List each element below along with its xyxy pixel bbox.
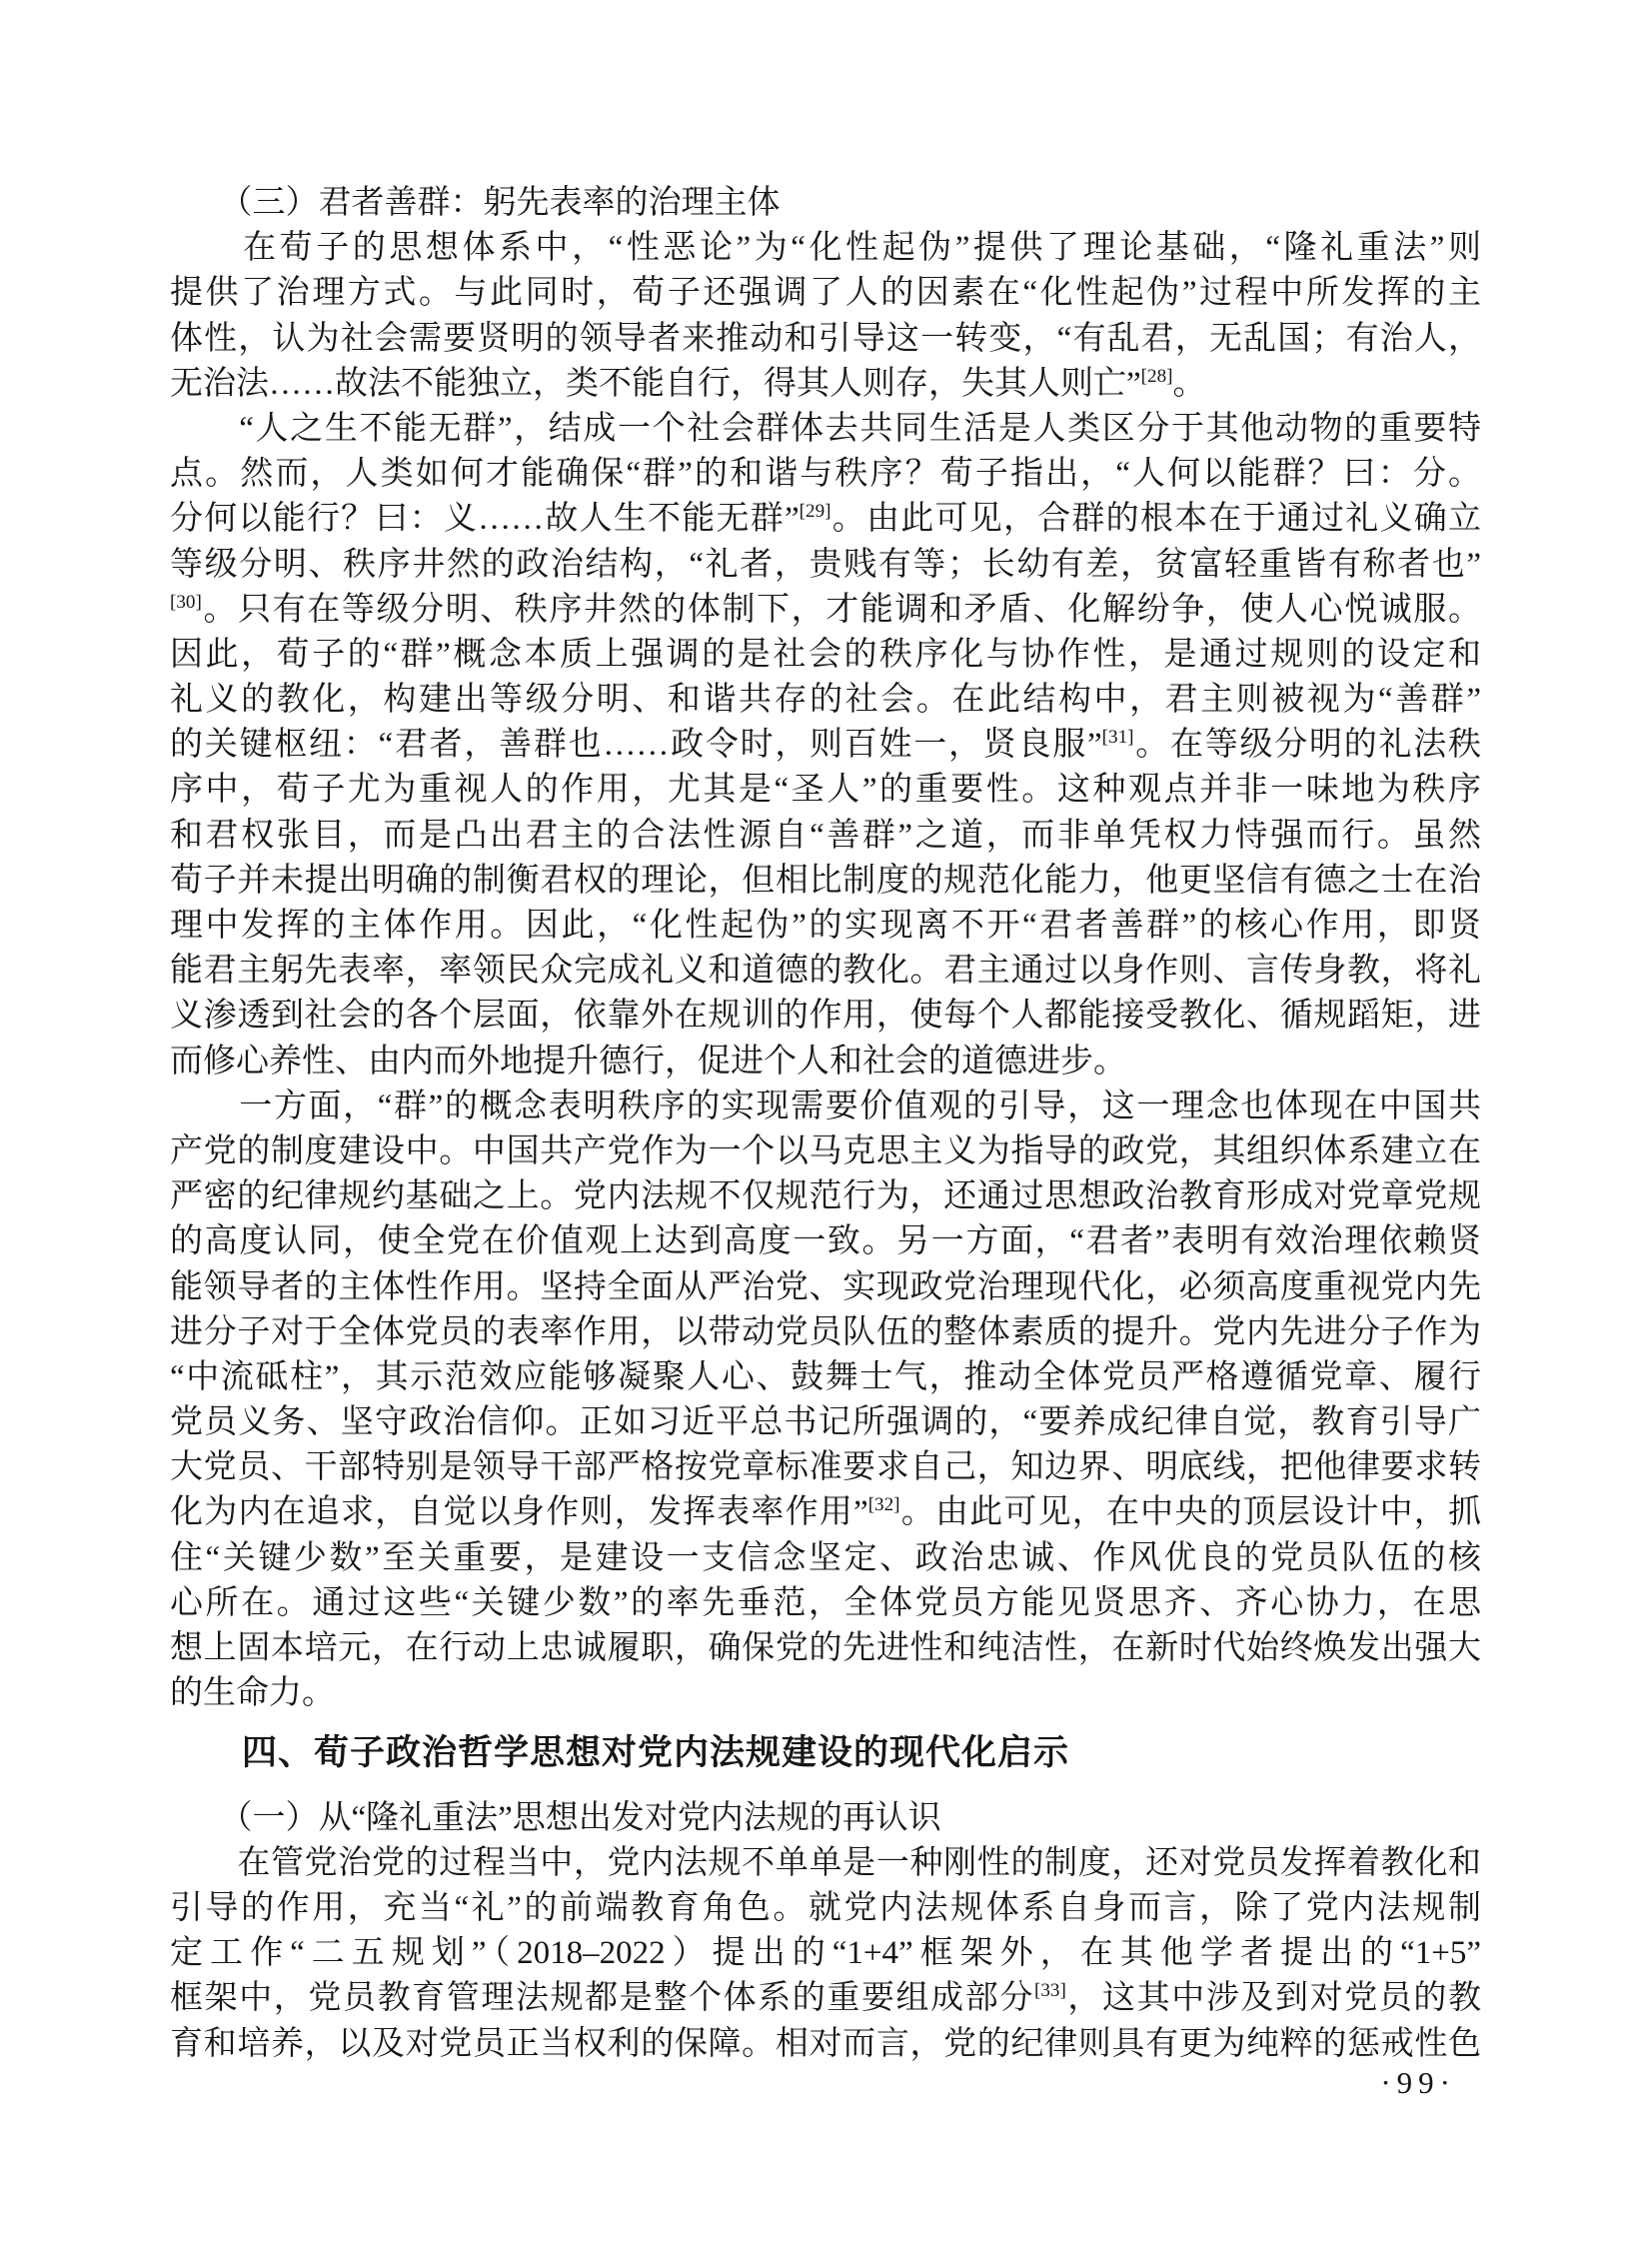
subsection-heading: （一）从“隆礼重法”思想出发对党内法规的再认识 — [170, 1799, 941, 1836]
text-line: 在荀子的思想体系中，“性恶论”为“化性起伪”提供了理论基础，“隆礼重法”则 — [170, 230, 1481, 267]
text-line: 理中发挥的主体作用。因此，“化性起伪”的实现离不开“君者善群”的核心作用，即贤 — [170, 908, 1481, 944]
text-line: 严密的纪律规约基础之上。党内法规不仅规范行为，还通过思想政治教育形成对党章党规 — [170, 1178, 1481, 1215]
text-line: 想上固本培元，在行动上忠诚履职，确保党的先进性和纯洁性，在新时代始终焕发出强大 — [170, 1630, 1481, 1666]
text-line: 序中，荀子尤为重视人的作用，尤其是“圣人”的重要性。这种观点并非一味地为秩序 — [170, 772, 1481, 809]
text-line: 能君主躬先表率，率领民众完成礼义和道德的教化。君主通过以身作则、言传身教，将礼 — [170, 953, 1481, 990]
text-line: 点。然而，人类如何才能确保“群”的和谐与秩序？荀子指出，“人何以能群？曰：分。 — [170, 456, 1481, 493]
text-line: 礼义的教化，构建出等级分明、和谐共存的社会。在此结构中，君主则被视为“善群” — [170, 682, 1481, 719]
text-line: 提供了治理方式。与此同时，荀子还强调了人的因素在“化性起伪”过程中所发挥的主 — [170, 275, 1481, 312]
text-line: 产党的制度建设中。中国共产党作为一个以马克思主义为指导的政党，其组织体系建立在 — [170, 1132, 1481, 1169]
text-line: 的生命力。 — [170, 1675, 335, 1712]
citation-ref: [32] — [867, 1494, 900, 1516]
article-body — [170, 181, 1481, 2067]
page-number: ·99· — [1380, 2065, 1456, 2100]
text-line: 能领导者的主体性作用。坚持全面从严治党、实现政党治理现代化，必须高度重视党内先 — [170, 1268, 1481, 1305]
text-line: 育和培养，以及对党员正当权利的保障。相对而言，党的纪律则具有更为纯粹的惩戒性色 — [170, 2025, 1481, 2062]
text-line: 化为内在追求，自觉以身作则，发挥表率作用”[32]。由此可见，在中央的顶层设计中，抓 — [170, 1494, 1481, 1531]
text-line: 住“关键少数”至关重要，是建设一支信念坚定、政治忠诚、作风优良的党员队伍的核 — [170, 1539, 1481, 1576]
text-line: 无治法……故法不能独立，类不能自行，得其人则存，失其人则亡”[28]。 — [170, 365, 1206, 402]
text-line: 在管党治党的过程当中，党内法规不单单是一种刚性的制度，还对党员发挥着教化和 — [170, 1844, 1481, 1881]
text-line: 义渗透到社会的各个层面，依靠外在规训的作用，使每个人都能接受教化、循规蹈矩，进 — [170, 998, 1481, 1035]
text-line: 分何以能行？曰：义……故人生不能无群”[29]。由此可见，合群的根本在于通过礼义确立 — [170, 501, 1482, 538]
text-line: 因此，荀子的“群”概念本质上强调的是社会的秩序化与协作性，是通过规则的设定和 — [170, 636, 1481, 673]
text-line: 等级分明、秩序井然的政治结构，“礼者，贵贱有等；长幼有差，贫富轻重皆有称者也” — [170, 546, 1481, 583]
text-line: 的关键枢纽：“君者，善群也……政令时，则百姓一，贤良服”[31]。在等级分明的礼法秩 — [170, 727, 1481, 764]
text-line: [30]。只有在等级分明、秩序井然的体制下，才能调和矛盾、化解纷争，使人心悦诚服。 — [170, 591, 1481, 628]
citation-ref: [31] — [1101, 727, 1134, 749]
section-heading: 四、荀子政治哲学思想对党内法规建设的现代化启示 — [170, 1733, 1070, 1773]
text-line: 进分子对于全体党员的表率作用，以带动党员队伍的整体素质的提升。党内先进分子作为 — [170, 1313, 1481, 1350]
text-line: “中流砥柱”，其示范效应能够凝聚人心、鼓舞士气，推动全体党员严格遵循党章、履行 — [170, 1358, 1481, 1395]
text-line: 大党员、干部特别是领导干部严格按党章标准要求自己，知边界、明底线，把他律要求转 — [170, 1449, 1481, 1486]
text-line: 心所在。通过这些“关键少数”的率先垂范，全体党员方能见贤思齐、齐心协力，在思 — [170, 1584, 1481, 1621]
subsection-heading: （三）君者善群：躬先表率的治理主体 — [170, 185, 781, 221]
text-line: 的高度认同，使全党在价值观上达到高度一致。另一方面，“君者”表明有效治理依赖贤 — [170, 1223, 1481, 1260]
citation-ref: [30] — [170, 591, 202, 613]
text-line: 框架中，党员教育管理法规都是整个体系的重要组成部分[33]，这其中涉及到对党员的教 — [170, 1980, 1482, 2017]
text-line: 体性，认为社会需要贤明的领导者来推动和引导这一转变，“有乱君，无乱国；有治人， — [170, 320, 1481, 357]
text-line: 而修心养性、由内而外地提升德行，促进个人和社会的道德进步。 — [170, 1043, 1126, 1080]
text-line: 定工作“二五规划”（2018–2022）提出的“1+4”框架外，在其他学者提出的“1+5” — [170, 1935, 1481, 1972]
text-line: 党员义务、坚守政治信仰。正如习近平总书记所强调的，“要养成纪律自觉，教育引导广 — [170, 1404, 1481, 1441]
text-line: 引导的作用，充当“礼”的前端教育角色。就党内法规体系自身而言，除了党内法规制 — [170, 1889, 1481, 1926]
text-line: 荀子并未提出明确的制衡君权的理论，但相比制度的规范化能力，他更坚信有德之士在治 — [170, 862, 1481, 899]
text-line: “人之生不能无群”，结成一个社会群体去共同生活是人类区分于其他动物的重要特 — [170, 410, 1481, 447]
text-line: 一方面，“群”的概念表明秩序的实现需要价值观的引导，这一理念也体现在中国共 — [170, 1088, 1481, 1124]
citation-ref: [29] — [799, 501, 831, 523]
text-line: 和君权张目，而是凸出君主的合法性源自“善群”之道，而非单凭权力恃强而行。虽然 — [170, 817, 1481, 854]
citation-ref: [28] — [1140, 365, 1173, 387]
citation-ref: [33] — [1033, 1980, 1066, 2002]
